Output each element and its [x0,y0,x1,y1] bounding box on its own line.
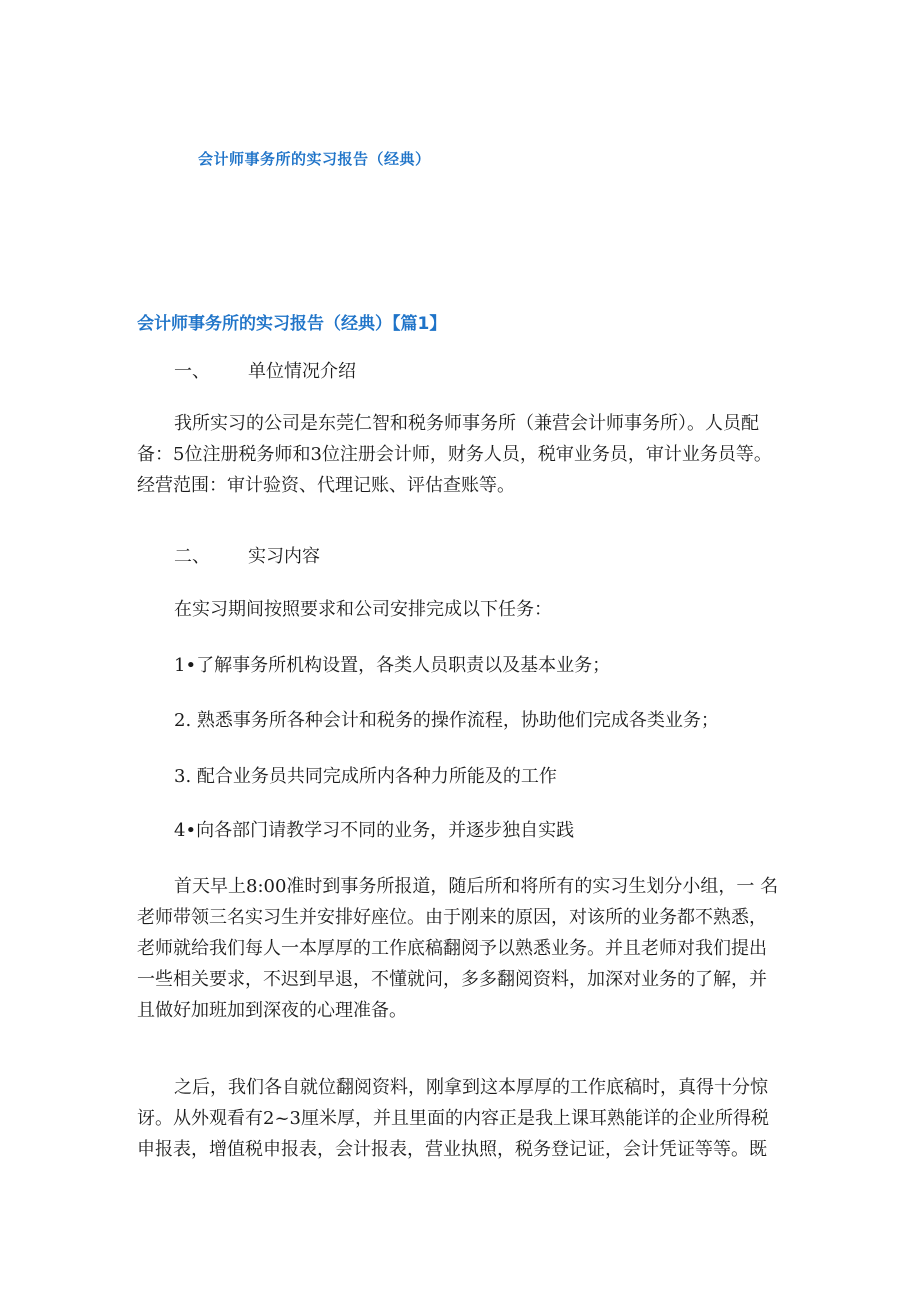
paragraph-line: 讶。从外观看有2~3厘米厚，并且里面的内容正是我上课耳熟能详的企业所得税 [137,1108,769,1129]
paragraph-line: 我所实习的公司是东莞仁智和税务师事务所（兼营会计师事务所）。人员配 [174,413,759,434]
paragraph-line: 之后，我们各自就位翻阅资料，刚拿到这本厚厚的工作底稿时，真得十分惊 [174,1077,768,1098]
heading-unit-intro [174,356,356,387]
paragraph-line: 申报表，增值税申报表，会计报表，营业执照，税务登记证，会计凭证等等。既 [137,1139,767,1160]
paragraph-line: 老师就给我们每人一本厚厚的工作底稿翻阅予以熟悉业务。并且老师对我们提出 [137,938,767,959]
task-item: 3. 配合业务员共同完成所内各种力所能及的工作 [174,766,557,787]
paragraph-line: 经营范围：审计验资、代理记账、评估查账等。 [137,475,515,496]
paragraph-line: 备：5位注册税务师和3位注册会计师，财务人员，税审业务员，审计业务员等。 [137,444,772,465]
tasks-intro: 在实习期间按照要求和公司安排完成以下任务： [174,599,552,620]
paragraph-line: 首天早上8:00准时到事务所报道，随后所和将所有的实习生划分小组，一 名 [174,876,779,897]
heading-number: 一、 [174,361,210,382]
paragraph-line: 老师带领三名实习生并安排好座位。由于刚来的原因，对该所的业务都不熟悉， [137,907,767,928]
heading-internship-content [174,541,320,572]
paragraph-company-info [137,408,797,501]
document-title: 会计师事务所的实习报告（经典） [198,150,431,168]
task-item: 4•向各部门请教学习不同的业务，并逐步独自实践 [174,820,575,841]
heading-number: 二、 [174,546,210,567]
section-heading: 会计师事务所的实习报告（经典）【篇1】 [137,314,447,334]
task-item: 1•了解事务所机构设置，各类人员职责以及基本业务； [174,655,611,676]
paragraph-line: 且做好加班加到深夜的心理准备。 [137,1000,407,1021]
heading-text: 实习内容 [248,546,320,567]
paragraph-line: 一些相关要求，不迟到早退，不懂就问，多多翻阅资料，加深对业务的了解，并 [137,969,767,990]
paragraph-reading-materials [137,1072,797,1165]
task-item: 2. 熟悉事务所各种会计和税务的操作流程，协助他们完成各类业务； [174,710,719,731]
paragraph-first-day [137,871,797,1026]
heading-text: 单位情况介绍 [248,361,356,382]
